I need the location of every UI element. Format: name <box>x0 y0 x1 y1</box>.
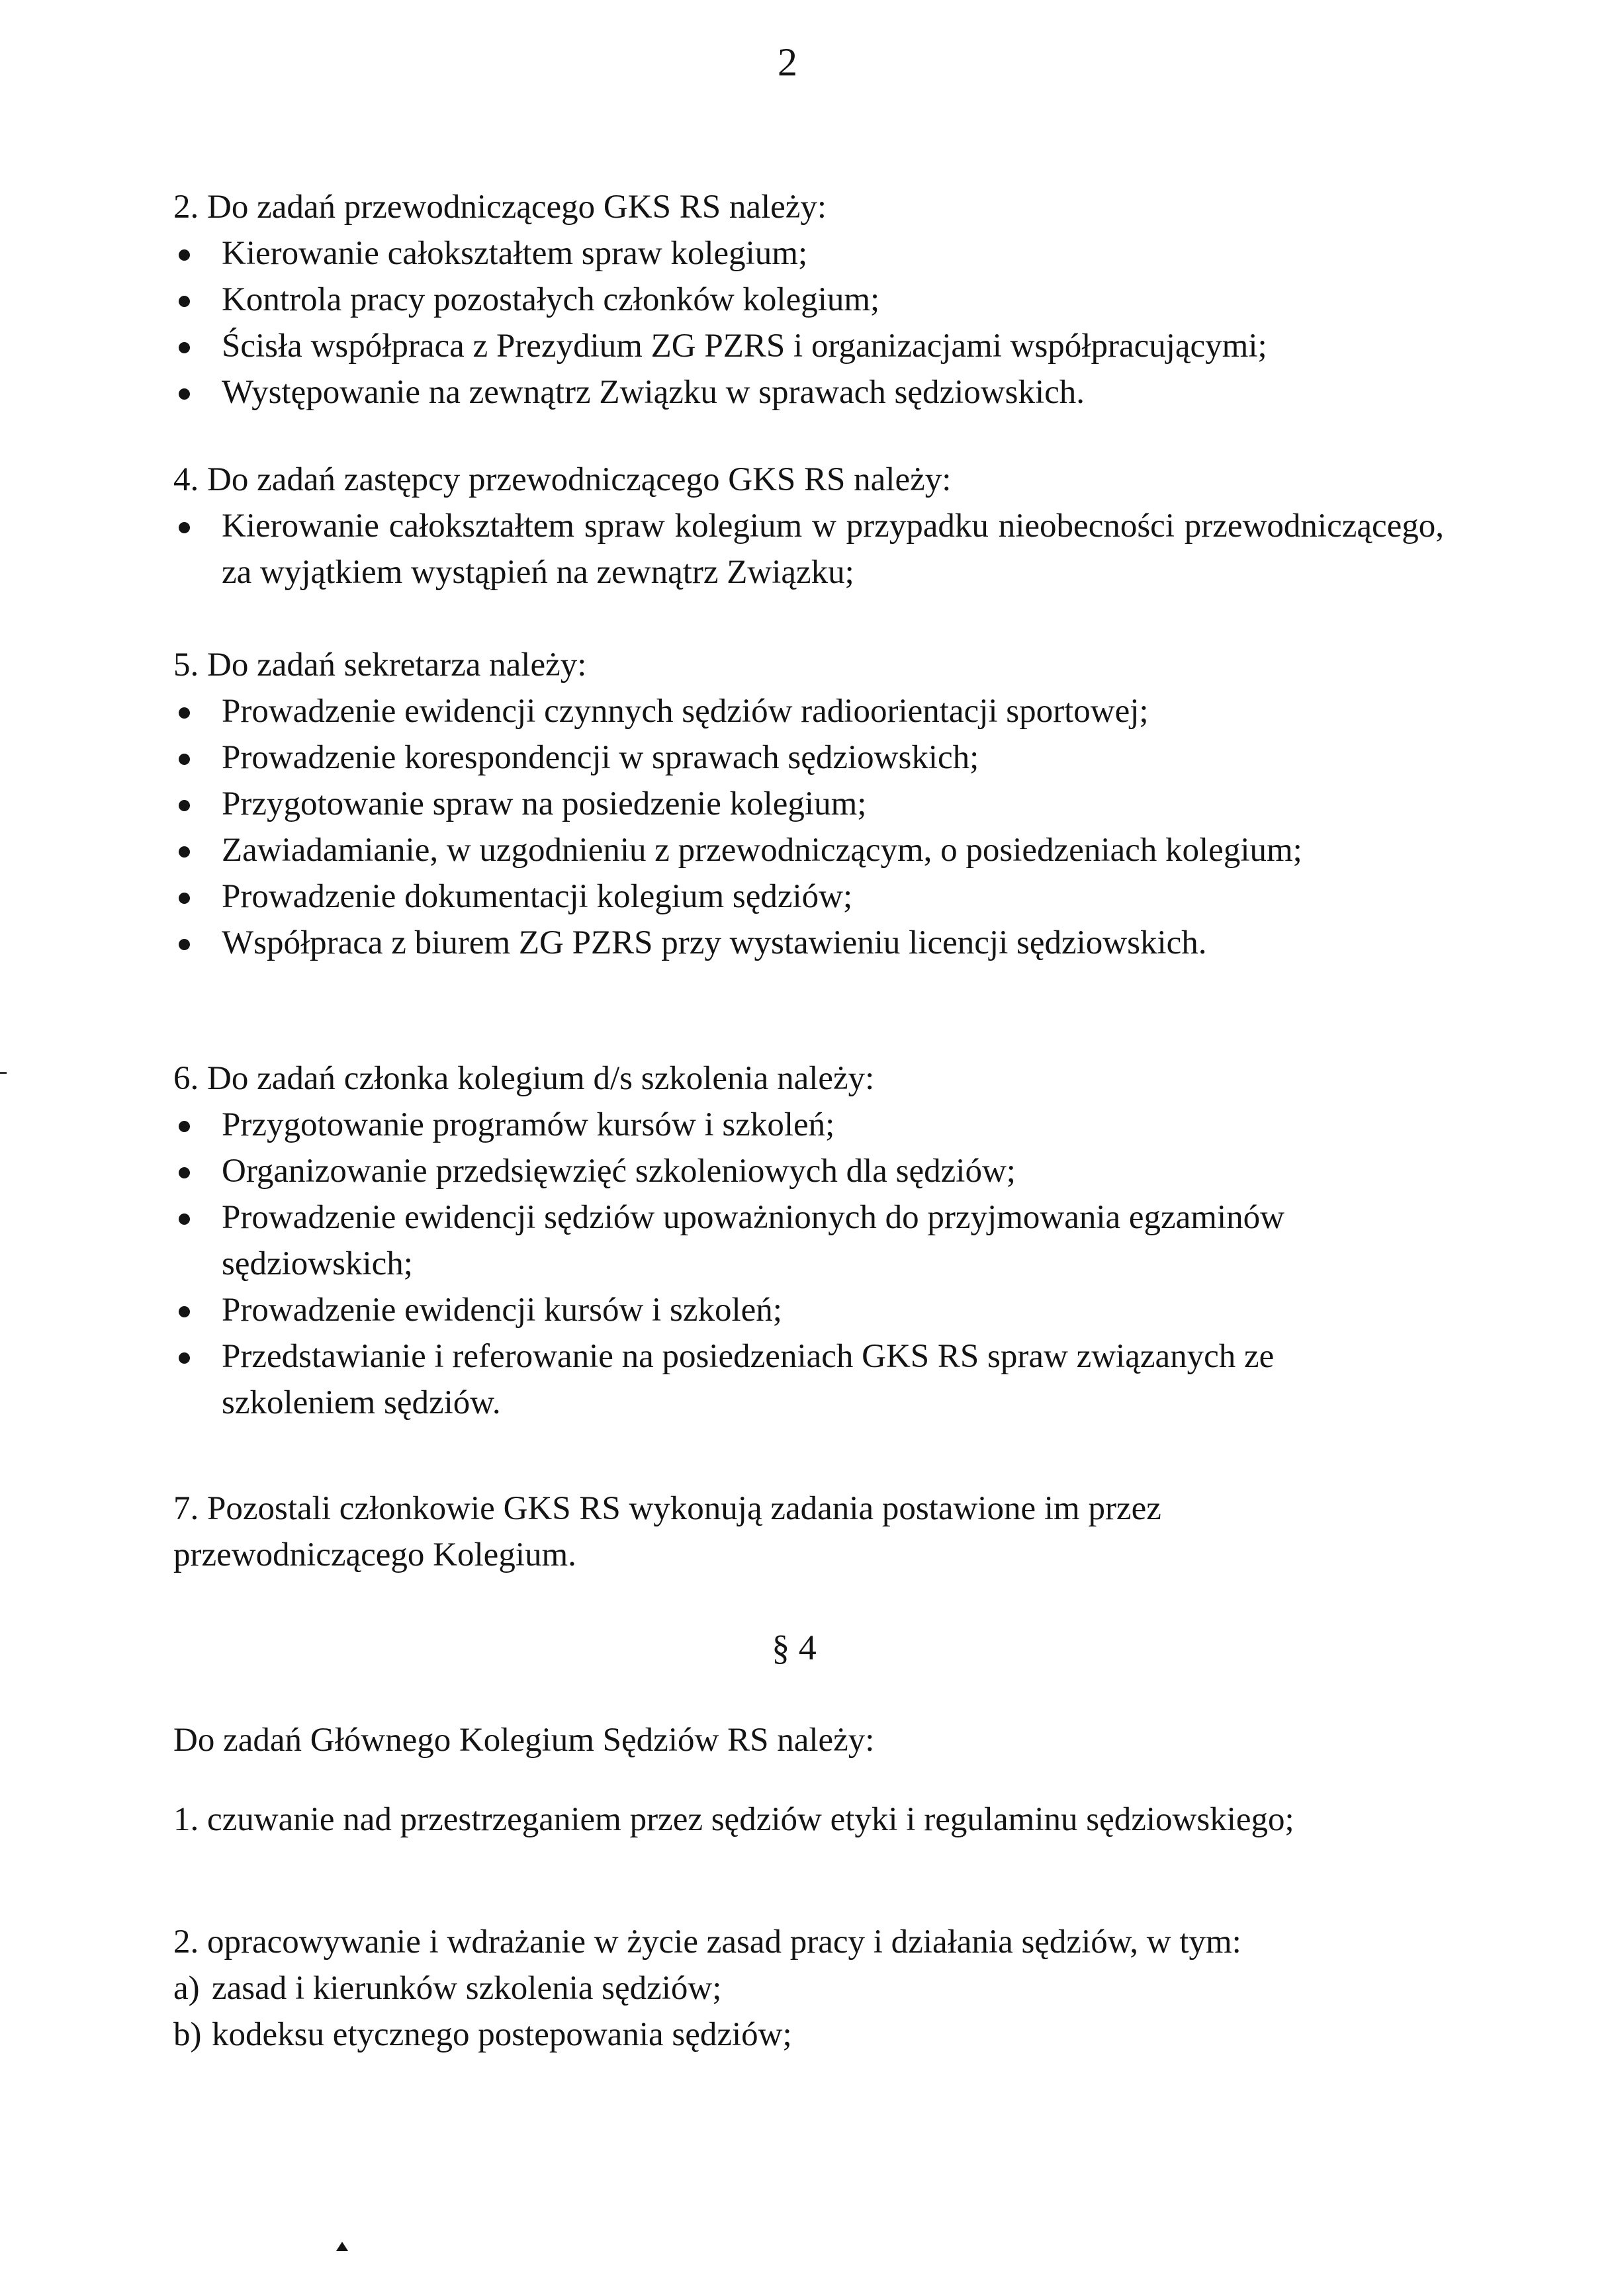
list-item: Występowanie na zewnątrz Związku w sprawach sędziowskich. <box>173 369 1444 416</box>
section-secretary-duties <box>173 642 1444 966</box>
list-item: Kierowanie całokształtem spraw kolegium w przypadku nieobecności przewodniczącego, za wyjątkiem wystąpień na zewnątrz Związku; <box>173 503 1444 596</box>
point-2-heading: 2. opracowywanie i wdrażanie w życie zasad pracy i działania sędziów, w tym: <box>173 1923 1241 1961</box>
list-item: Prowadzenie korespondencji w sprawach sędziowskich; <box>173 734 1444 781</box>
list-item: Przygotowanie programów kursów i szkoleń; <box>173 1102 1444 1148</box>
section-deputy-duties <box>173 457 1444 596</box>
list-item <box>173 1965 1444 2011</box>
lettered-list <box>173 1965 1444 2058</box>
paragraph-heading: § 4 <box>772 1628 817 1667</box>
section-heading: 4. Do zadań zastępcy przewodniczącego GKS RS należy: <box>173 461 952 498</box>
section-chairman-duties <box>173 184 1444 416</box>
list-item-text: zasad i kierunków szkolenia sędziów; <box>212 1970 722 2007</box>
point-1: 1. czuwanie nad przestrzeganiem przez sędziów etyki i regulaminu sędziowskiego; <box>173 1801 1294 1838</box>
bullet-list <box>173 688 1444 966</box>
bullet-list <box>173 503 1444 596</box>
section-training-member-duties <box>173 1055 1444 1426</box>
list-marker: b) <box>173 2016 202 2053</box>
list-item: Przedstawianie i referowanie na posiedzeniach GKS RS spraw związanych ze szkoleniem sędziów. <box>173 1333 1433 1426</box>
list-item: Zawiadamianie, w uzgodnieniu z przewodniczącym, o posiedzeniach kolegium; <box>173 827 1347 873</box>
section-heading: 6. Do zadań członka kolegium d/s szkolenia należy: <box>173 1060 875 1097</box>
scan-edge-mark <box>0 1072 7 1074</box>
page-number: 2 <box>778 40 797 84</box>
list-item: Prowadzenie ewidencji kursów i szkoleń; <box>173 1287 1444 1333</box>
scan-mark <box>336 2242 348 2251</box>
list-item: Organizowanie przedsięwzięć szkoleniowych dla sędziów; <box>173 1148 1444 1194</box>
list-item-text: kodeksu etycznego postepowania sędziów; <box>212 2016 792 2053</box>
list-item: Prowadzenie dokumentacji kolegium sędziów; <box>173 873 1444 920</box>
bullet-list <box>173 1102 1444 1426</box>
list-item: Prowadzenie ewidencji czynnych sędziów radioorientacji sportowej; <box>173 688 1444 734</box>
list-item: Współpraca z biurem ZG PZRS przy wystawieniu licencji sędziowskich. <box>173 920 1444 966</box>
list-item: Kierowanie całokształtem spraw kolegium; <box>173 230 1444 277</box>
list-item: Przygotowanie spraw na posiedzenie kolegium; <box>173 781 1444 827</box>
list-item: Ścisła współpraca z Prezydium ZG PZRS i organizacjami współpracującymi; <box>173 323 1444 369</box>
point-2 <box>173 1919 1444 2058</box>
section-heading: 5. Do zadań sekretarza należy: <box>173 646 587 684</box>
list-marker: a) <box>173 1970 200 2007</box>
intro-text: Do zadań Głównego Kolegium Sędziów RS należy: <box>173 1722 875 1759</box>
section-heading: 2. Do zadań przewodniczącego GKS RS należy: <box>173 189 827 226</box>
paragraph-7: 7. Pozostali członkowie GKS RS wykonują zadania postawione im przez przewodniczącego Kolegium. <box>173 1490 1161 1573</box>
list-item: Prowadzenie ewidencji sędziów upoważnionych do przyjmowania egzaminów sędziowskich; <box>173 1194 1347 1287</box>
list-item: Kontrola pracy pozostałych członków kolegium; <box>173 277 1444 323</box>
list-item <box>173 2011 1444 2058</box>
bullet-list <box>173 230 1444 416</box>
